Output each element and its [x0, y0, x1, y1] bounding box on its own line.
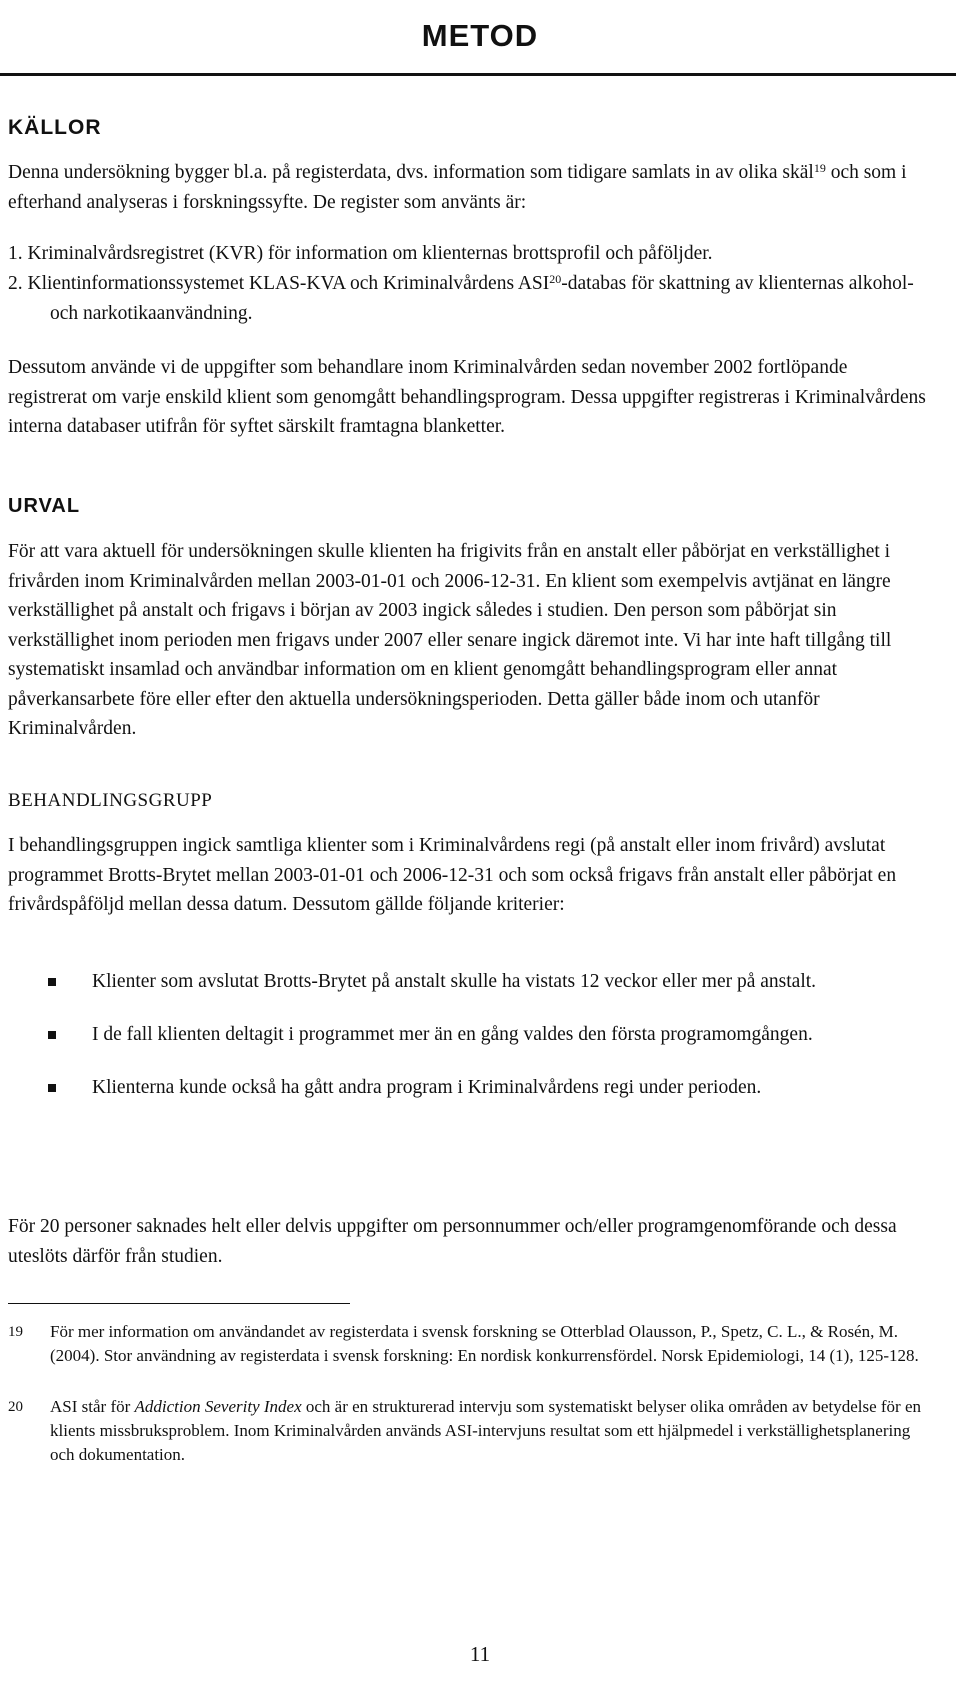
list-item-text-b: -databas för skattning av klienternas alkohol- och narkotikaanvändning. [50, 273, 914, 324]
kallor-paragraph-2: Dessutom använde vi de uppgifter som behandlare inom Kriminalvården sedan november 2002 fortlöpande registrerat om varje enskild klient som genomgått behandlingsprogram. Dessa uppgifter registreras i Kriminalvårdens interna databaser utifrån för syftet särskilt framtagna blanketter. [8, 357, 926, 437]
footnote-number: 20 [8, 1399, 23, 1415]
bullet-square-icon [48, 978, 56, 986]
bullet-square-icon [48, 1084, 56, 1092]
behandlingsgrupp-paragraph: I behandlingsgruppen ingick samtliga klienter som i Kriminalvårdens regi (på anstalt eller inom frivård) avslutat programmet Brotts-Brytet mellan 2003-01-01 och 2006-12-31 och som också frigavs från anstalt eller påbörjat en frivårdspåföljd mellan dessa datum. Dessutom gällde följande kriterier: [8, 835, 897, 915]
urval-paragraph: För att vara aktuell för undersökningen skulle klienten ha frigivits från en anstalt eller påbörjat en verkställighet i frivården inom Kriminalvården mellan 2003-01-01 och 2006-12-31. En klient som exempelvis avtjänat en längre verkställighet på anstalt och frigavs i början av 2003 ingick således i studien. Den person som påbörjat sin verkställighet inom perioden men frigavs under 2007 eller senare ingick däremot inte. Vi har inte haft tillgång till systematiskt insamlad och användbar information om en klient genomgått behandlingsprogram eller annat påverkansarbete före eller efter den aktuella undersökningsperioden. Detta gäller både inom och utanför Kriminalvården. [8, 541, 892, 739]
kallor-intro-text-b: och som i efterhand analyseras i forskningssyfte. De register som använts är: [8, 162, 907, 213]
register-list-item-2 [8, 269, 926, 329]
list-number: 1. [8, 243, 23, 264]
footnote-20 [8, 1395, 926, 1467]
list-item-text-a: Klientinformationssystemet KLAS-KVA och Kriminalvårdens ASI [27, 273, 550, 294]
title-divider [0, 73, 956, 76]
footnote-ref-20[interactable]: 20 [549, 272, 562, 286]
footnote-italic-term: Addiction Severity Index [134, 1397, 302, 1416]
kallor-intro-paragraph [8, 158, 926, 217]
footnote-text-a: ASI står för [50, 1397, 135, 1416]
footnote-body [8, 1395, 926, 1467]
criteria-text: Klienter som avslutat Brotts-Brytet på anstalt skulle ha vistats 12 veckor eller mer på anstalt. [92, 971, 817, 992]
register-list-item-1 [8, 239, 926, 269]
behandlingsgrupp-closing-paragraph: För 20 personer saknades helt eller delvis uppgifter om personnummer och/eller programgenomförande och dessa uteslöts därför från studien. [8, 1216, 897, 1267]
page-number: 11 [469, 1642, 491, 1666]
criteria-list-item [8, 1020, 926, 1050]
criteria-list-item [8, 1073, 926, 1103]
footnote-19 [8, 1320, 926, 1368]
page-title: METOD [421, 18, 539, 53]
footnote-text-b: och är en strukturerad intervju som systematiskt belyser olika områden av betydelse för en klients missbruksproblem. Inom Kriminalvården används ASI-intervjuns resultat som ett hjälpmedel i verkställighetsplanering och dokumentation. [50, 1397, 921, 1464]
footnote-number: 19 [8, 1324, 23, 1340]
list-number: 2. [8, 273, 23, 294]
criteria-list-item [8, 967, 926, 997]
bullet-square-icon [48, 1031, 56, 1039]
footnote-text: För mer information om användandet av registerdata i svensk forskning se Otterblad Olausson, P., Spetz, C. L., & Rosén, M. (2004). Stor användning av registerdata i svensk forskning: En nordisk konkurrensfördel. Norsk Epidemiologi, 14 (1), 125-128. [50, 1322, 919, 1365]
footnote-divider [8, 1303, 350, 1304]
section-heading-behandlingsgrupp: BEHANDLINGSGRUPP [8, 790, 213, 811]
list-item-text: Kriminalvårdsregistret (KVR) för information om klienternas brottsprofil och påföljder. [27, 243, 713, 264]
register-list [8, 239, 926, 329]
criteria-text: Klienterna kunde också ha gått andra program i Kriminalvårdens regi under perioden. [92, 1077, 762, 1098]
kallor-intro-text-a: Denna undersökning bygger bl.a. på registerdata, dvs. information som tidigare samlats in av olika skäl [8, 162, 814, 183]
footnote-ref-19[interactable]: 19 [813, 161, 826, 175]
section-heading-kallor: KÄLLOR [8, 116, 102, 139]
criteria-list [8, 967, 926, 1103]
section-heading-urval: URVAL [8, 495, 81, 517]
criteria-text: I de fall klienten deltagit i programmet mer än en gång valdes den första programomgången. [92, 1024, 813, 1045]
